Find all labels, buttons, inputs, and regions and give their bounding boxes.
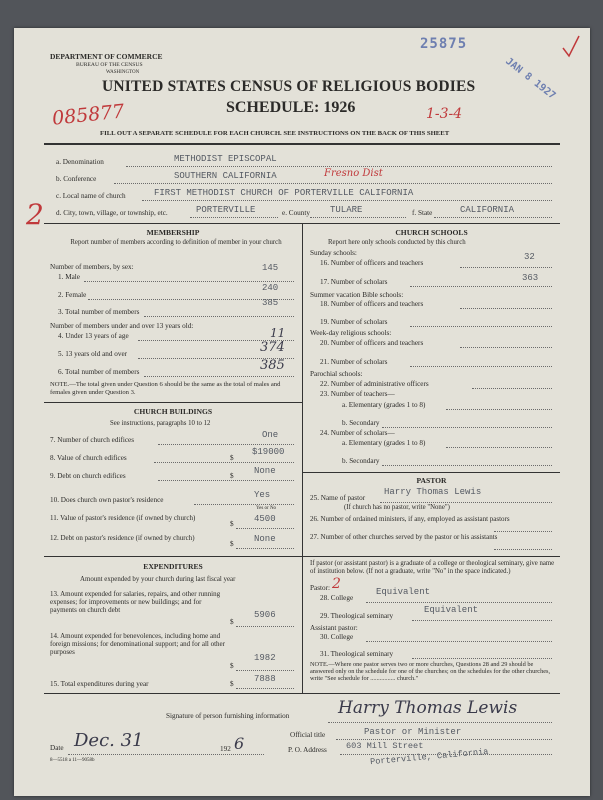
q29-label: 29. Theological seminary — [320, 612, 394, 620]
check-mark-icon — [560, 34, 582, 60]
address-label: P. O. Address — [288, 746, 327, 754]
schools-heading: CHURCH SCHOOLS — [395, 228, 468, 237]
q3-label: 3. Total number of members — [58, 308, 140, 316]
conference-label: b. Conference — [56, 175, 97, 183]
q26-label: 26. Number of ordained ministers, if any, employed as assistant pastors — [310, 515, 510, 523]
census-form: DEPARTMENT OF COMMERCE BUREAU OF THE CENSUS WASHINGTON 25875 JAN 8 1927 UNITED STATES CENSUS OF RELIGIOUS BODIES SCHEDULE: 1926 085877 1-3-4 FILL OUT A SEPARATE SCHEDULE FOR EACH CHURCH. SEE INSTRUCTIONS ON THE BACK OF THIS SHEET a. Denomination METHODIST EPISCOPAL b. Conference SOUTHERN CALIFORNIA Fresno Dist c. Local name of church FIRST METHODIST CHURCH OF PORTERVILLE CALIFORNIA 2 d. City, town, village, or township, etc. PORTERVILLE e. County TULARE f. State CALIFORNIA MEMBERSHIP Report number of members according to definition of member in your church Number of members, by sex: 1. Male 145 2. Female 240 3. Total number of members 385 Number of members under and over 13 years old: 4. Under 13 years of age 11 5. 13 years old and over 374 6. Total number of members 385 NOTE.—The total given under Question 6 should be the same as the total of males and females given under Question 3. CHURCH BUILDINGS See instructions, paragraphs 10 to 12 7. Number of church edifices One 8. Value of church edifices $ $19000 9. Debt on church edifices $ None 10. Does church own pastor's residence Yes Yes or No 11. Value of pastor's residence (if owned by church) $ 4500 12. Debt on pastor's residence (if owned by church) $ None EXPENDITURES Amount expended by your church during last fiscal year 13. Amount expended for salaries, repairs, and other running expenses; for improvements or new buildings; and for payments on church debt $ 5906 14. Amount expended for benevolences, including home and foreign missions; for denominational support; and for all other purposes $ 1982 15. Total expenditures during year $ 7888 CHURCH SCHOOLS Report here only schools conducted by this church Sunday schools: 16. Number of officers and teachers 32 17. Number of scholars 363 Summer vacation Bible schools: 18. Number of officers and teachers 19. Number of scholars Week-day religious schools: 20. Number of officers and teachers 21. Number of scholars Parochial schools: 22. Number of administrative officers 23. Number of teachers— a. Elementary (grades 1 to 8) b. Secondary 24. Number of scholars— a. Elementary (grades 1 to 8) b. Secondary PASTOR 25. Name of pastor Harry Thomas Lewis (If church has no pastor, write "None") 26. Number of ordained ministers, if any, employed as assistant pastors 27. Number of other churches served by the pastor or his assistants If pastor (or assistant pastor) is a graduate of a college or theological seminary, give name of institution below. (If not a graduate, write "No" in the space indicated.) Pastor: 2 28. College Equivalent 29. Theological seminary Equivalent Assistant pastor: 30. College 31. Theological seminary NOTE.—Where one pastor serves two or more churches, Questions 28 and 29 should be answered only on the schedule for one of the churches; on the schedules for the other churches, write "See schedule for ................ church." Signature of person furnishing information Harry Thomas Lewis Official title Pastor or Minister Date Dec. 31 192 6 P. O. Address 603 Mill Street Porterville, California 8—5518 a 11—9058b — [14, 28, 590, 796]
q7-label: 7. Number of church edifices — [50, 436, 135, 444]
official-title-value[interactable]: Pastor or Minister — [364, 727, 462, 737]
q13-label: 13. Amount expended for salaries, repairs, and other running expenses; for improvements or new buildings; and for payments on church debt — [50, 590, 221, 615]
q9-value[interactable]: None — [254, 466, 276, 476]
schools-intro: Report here only schools conducted by this church — [328, 239, 466, 246]
q20-label: 20. Number of officers and teachers — [320, 339, 424, 347]
date-value[interactable]: Dec. 31 — [74, 730, 144, 751]
sunday-label: Sunday schools: — [310, 249, 357, 257]
conference-value[interactable]: SOUTHERN CALIFORNIA — [174, 171, 277, 181]
address-line1[interactable]: 603 Mill Street — [346, 741, 424, 751]
college-value[interactable]: Equivalent — [376, 587, 431, 597]
under-over-label: Number of members under and over 13 years old: — [50, 322, 194, 330]
q8-value[interactable]: $19000 — [252, 447, 285, 457]
signature[interactable]: Harry Thomas Lewis — [338, 698, 518, 718]
graduate-note: If pastor (or assistant pastor) is a graduate of a college or theological seminary, give name of institution below. (If not a graduate, write "No" in the space indicated.) — [310, 560, 555, 575]
yes-no-hint: Yes or No — [256, 506, 277, 511]
official-title-label: Official title — [290, 731, 326, 739]
signature-label: Signature of person furnishing information — [166, 712, 290, 720]
department-label: DEPARTMENT OF COMMERCE — [50, 52, 163, 61]
buildings-heading: CHURCH BUILDINGS — [133, 407, 213, 416]
district-handwritten: Fresno Dist — [324, 168, 383, 179]
q3-value[interactable]: 385 — [262, 298, 279, 308]
q12-label: 12. Debt on pastor's residence (if owned by church) — [50, 534, 195, 542]
expenditures-intro: Amount expended by your church during last fiscal year — [80, 576, 236, 583]
church-name-label: c. Local name of church — [56, 192, 126, 200]
year-suffix[interactable]: 6 — [234, 734, 245, 753]
city-value[interactable]: PORTERVILLE — [196, 205, 256, 215]
q25-hint: (If church has no pastor, write "None") — [344, 504, 450, 511]
form-title: UNITED STATES CENSUS OF RELIGIOUS BODIES — [102, 78, 476, 95]
denomination-value[interactable]: METHODIST EPISCOPAL — [174, 154, 277, 164]
by-sex-label: Number of members, by sex: — [50, 263, 134, 271]
pastor-note: NOTE.—Where one pastor serves two or more churches, Questions 28 and 29 should be answered only on the schedule for one of the churches; on the schedules for the other churches, write "See schedule for ................ church." — [310, 661, 551, 683]
pastor-heading: PASTOR — [416, 476, 447, 485]
membership-intro: Report number of members according to definition of member in your church — [70, 239, 282, 246]
state-value[interactable]: CALIFORNIA — [460, 205, 515, 215]
q7-value[interactable]: One — [262, 430, 279, 440]
seminary-value[interactable]: Equivalent — [424, 605, 479, 615]
stamp-number: 25875 — [420, 36, 468, 52]
q5-label: 5. 13 years old and over — [58, 350, 128, 358]
q6-label: 6. Total number of members — [58, 368, 140, 376]
q31-label: 31. Theological seminary — [320, 650, 394, 658]
q23-label: 23. Number of teachers— — [320, 390, 395, 398]
q17-label: 17. Number of scholars — [320, 278, 388, 286]
county-value[interactable]: TULARE — [330, 205, 363, 215]
expenditures-heading: EXPENDITURES — [143, 562, 203, 571]
q18-label: 18. Number of officers and teachers — [320, 300, 424, 308]
pastor-name-value[interactable]: Harry Thomas Lewis — [384, 487, 482, 497]
q24-label: 24. Number of scholars— — [320, 429, 395, 437]
q16-value[interactable]: 32 — [524, 252, 535, 262]
q6-value[interactable]: 385 — [260, 358, 285, 373]
pastor-sub-label: Pastor: — [310, 584, 330, 592]
q16-label: 16. Number of officers and teachers — [320, 259, 424, 267]
q2-value[interactable]: 240 — [262, 283, 279, 293]
denomination-label: a. Denomination — [56, 158, 104, 166]
parochial-label: Parochial schools: — [310, 370, 363, 378]
q14-value[interactable]: 1982 — [254, 653, 276, 663]
q4-label: 4. Under 13 years of age — [58, 332, 129, 340]
buildings-intro: See instructions, paragraphs 10 to 12 — [110, 420, 211, 427]
q12-value[interactable]: None — [254, 534, 276, 544]
q14-label: 14. Amount expended for benevolences, including home and foreign missions; for denominational support; and for all other purposes — [50, 632, 225, 657]
q24b-label: b. Secondary — [342, 457, 380, 465]
membership-heading: MEMBERSHIP — [146, 228, 200, 237]
q10-label: 10. Does church own pastor's residence — [50, 496, 164, 504]
pastor-hand-mark: 2 — [332, 576, 341, 592]
city-label: WASHINGTON — [106, 70, 140, 75]
q1-label: 1. Male — [58, 273, 80, 281]
q23a-label: a. Elementary (grades 1 to 8) — [342, 401, 426, 409]
q21-label: 21. Number of scholars — [320, 358, 388, 366]
q23b-label: b. Secondary — [342, 419, 380, 427]
q9-label: 9. Debt on church edifices — [50, 472, 126, 480]
q8-label: 8. Value of church edifices — [50, 454, 127, 462]
state-label: f. State — [412, 209, 433, 217]
q10-value[interactable]: Yes — [254, 490, 271, 500]
q22-label: 22. Number of administrative officers — [320, 380, 429, 388]
address-line2[interactable]: Porterville, California — [369, 746, 489, 768]
q28-label: 28. College — [320, 594, 354, 602]
q13-value[interactable]: 5906 — [254, 610, 276, 620]
date-stamp: JAN 8 1927 — [503, 56, 558, 102]
schedule-title: SCHEDULE: 1926 — [226, 99, 356, 116]
instruction-line: FILL OUT A SEPARATE SCHEDULE FOR EACH CHURCH. SEE INSTRUCTIONS ON THE BACK OF THIS SHEET — [100, 130, 450, 137]
red-register-number: 085877 — [51, 100, 126, 130]
county-label: e. County — [282, 209, 310, 217]
q25-label: 25. Name of pastor — [310, 494, 366, 502]
q5-value[interactable]: 374 — [260, 340, 285, 355]
year-prefix: 192 — [220, 745, 231, 753]
q11-value[interactable]: 4500 — [254, 514, 276, 524]
margin-mark: 2 — [26, 198, 44, 231]
q2-label: 2. Female — [58, 291, 87, 299]
church-name-value[interactable]: FIRST METHODIST CHURCH OF PORTERVILLE CALIFORNIA — [154, 188, 414, 198]
q1-value[interactable]: 145 — [262, 263, 279, 273]
city-field-label: d. City, town, village, or township, etc. — [56, 209, 168, 217]
q30-label: 30. College — [320, 633, 354, 641]
q27-label: 27. Number of other churches served by the pastor or his assistants — [310, 533, 498, 541]
bureau-label: BUREAU OF THE CENSUS — [76, 62, 143, 68]
weekday-label: Week-day religious schools: — [310, 329, 392, 337]
red-code: 1-3-4 — [426, 106, 463, 122]
q4-value[interactable]: 11 — [270, 326, 286, 340]
assistant-pastor-label: Assistant pastor: — [310, 624, 358, 632]
q17-value[interactable]: 363 — [522, 273, 539, 283]
date-label: Date — [50, 744, 64, 752]
summer-label: Summer vacation Bible schools: — [310, 291, 404, 299]
q24a-label: a. Elementary (grades 1 to 8) — [342, 439, 426, 447]
q15-label: 15. Total expenditures during year — [50, 680, 149, 688]
header-rule — [44, 143, 560, 145]
q19-label: 19. Number of scholars — [320, 318, 388, 326]
form-code: 8—5518 a 11—9058b — [50, 758, 95, 763]
column-divider — [302, 223, 303, 693]
membership-note: NOTE.—The total given under Question 6 should be the same as the total of males and females given under Question 3. — [50, 381, 281, 396]
q15-value[interactable]: 7888 — [254, 674, 276, 684]
q11-label: 11. Value of pastor's residence (if owned by church) — [50, 514, 196, 522]
